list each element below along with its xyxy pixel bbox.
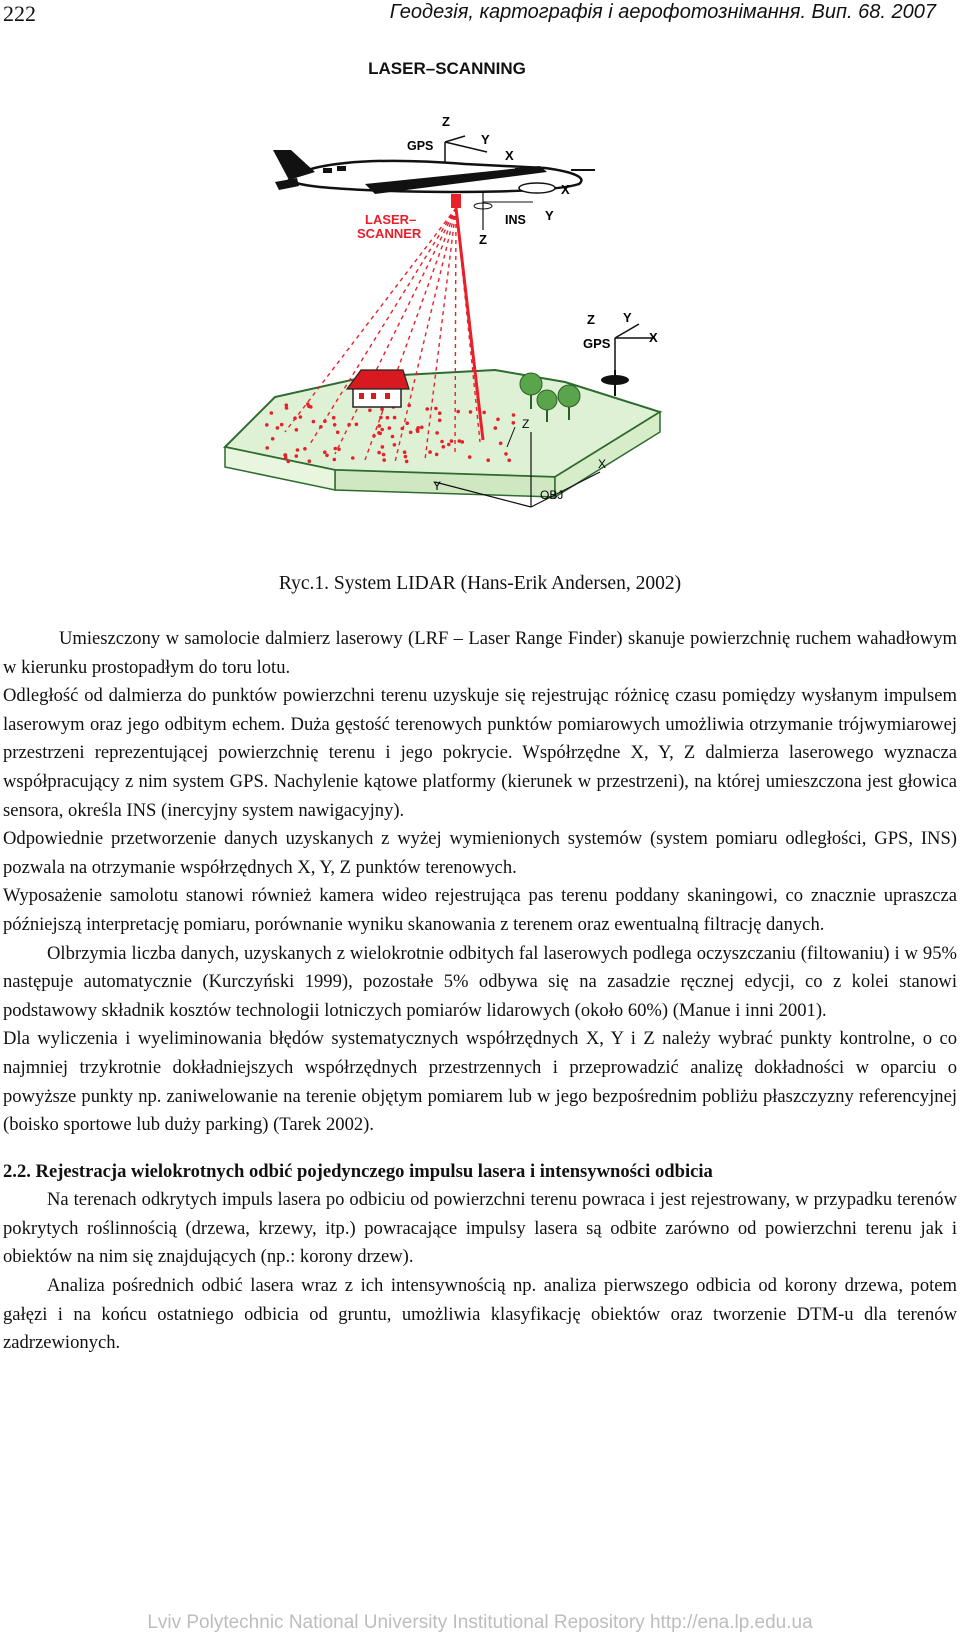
laser-footprint [382, 453, 386, 457]
laser-footprint [404, 455, 408, 459]
paragraph: Odpowiednie przetworzenie danych uzyskanych z wyżej wymienionych systemów (system pomiaru odległości, GPS, INS) pozwala na otrzymanie współrzędnych X, Y, Z punktów terenowych. [3, 828, 957, 878]
laser-footprint [438, 419, 442, 423]
laser-footprint [434, 407, 438, 411]
laser-footprint [323, 419, 327, 423]
object-label: OBJ [540, 488, 564, 502]
laser-footprint [295, 428, 299, 432]
laser-footprint [368, 409, 372, 413]
laser-footprint [333, 423, 337, 427]
laser-footprint [276, 426, 280, 430]
laser-footprint [486, 458, 490, 462]
laser-footprint [381, 445, 385, 449]
laser-footprint [280, 423, 284, 427]
laser-footprint [428, 450, 432, 454]
laser-footprint [507, 459, 511, 463]
plane-gps-label: GPS [407, 139, 434, 153]
ground-z-label: Z [587, 312, 595, 327]
laser-footprint [456, 410, 460, 414]
page-number: 222 [3, 1, 36, 26]
laser-footprint [319, 425, 323, 429]
laser-footprint [388, 426, 392, 430]
laser-footprint [405, 421, 409, 425]
laser-footprint [499, 442, 503, 446]
laser-footprint [380, 428, 384, 432]
laser-footprint [440, 440, 444, 444]
laser-footprint [306, 402, 310, 406]
ground-y-label: Y [623, 310, 632, 325]
laser-footprint [458, 439, 462, 443]
laser-label-line2: SCANNER [357, 226, 422, 241]
laser-footprint [265, 446, 269, 450]
laser-footprint [382, 458, 386, 462]
laser-footprint [372, 434, 376, 438]
lidar-illustration [215, 52, 675, 522]
laser-footprint [347, 423, 351, 427]
ins-z-label: Z [479, 232, 487, 247]
laser-footprint [333, 458, 337, 462]
laser-footprint [401, 427, 405, 431]
paragraph: Na terenach odkrytych impuls lasera po odbiciu od powierzchni terenu powraca i jest rejestrowany, w przypadku terenów pokrytych roślinnością (drzewa, krzewy, itp.) powracające impulsy lasera są odbite zarówno od powierzchni terenu jak i obiektów na nim się znajdujących (np.: korony drzew). [3, 1189, 957, 1268]
laser-footprint [482, 411, 486, 415]
laser-footprint [469, 410, 473, 414]
laser-footprint [296, 448, 300, 452]
laser-footprint [265, 423, 269, 427]
laser-footprint [393, 443, 397, 447]
journal-title: Геодезія, картографія і аерофотознімання. Вип. 68. 2007 [389, 1, 936, 23]
laser-footprint [438, 411, 442, 415]
laser-footprint [512, 413, 516, 417]
ins-y-label: Y [545, 208, 554, 223]
laser-footprint [351, 456, 355, 460]
paragraph: Umieszczony w samolocie dalmierz laserowy (LRF – Laser Range Finder) skanuje powierzchnię ruchem wahadłowym w kierunku prostopadłym do toru lotu. [3, 628, 957, 678]
laser-footprint [435, 431, 439, 435]
laser-footprint [393, 416, 397, 420]
plane-z-label: Z [442, 114, 450, 129]
laser-footprint [442, 445, 446, 449]
plane-y-label: Y [481, 132, 490, 147]
page-header [0, 0, 960, 30]
ins-label: INS [505, 213, 526, 227]
laser-footprint [409, 431, 413, 435]
laser-footprint [407, 404, 411, 408]
laser-footprint [450, 439, 454, 443]
ground-x-label: X [649, 330, 658, 345]
section-heading: 2.2. Rejestracja wielokrotnych odbić pojedynczego impulsu lasera i intensywności odbicia [3, 1160, 713, 1182]
paragraph: Wyposażenie samolotu stanowi również kamera wideo rejestrująca pas terenu poddany skaningowi, co znacznie upraszcza późniejszą interpretację pomiaru, porównanie wyniku skanowania z terenem oraz ewentualną filtrację danych. [3, 885, 957, 935]
object-x-label: X [598, 457, 607, 471]
body-text [3, 625, 957, 1358]
plane-x-label: X [505, 148, 514, 163]
repository-footer: Lviv Polytechnic National University Institutional Repository http://ena.lp.edu.ua [147, 1612, 813, 1633]
laser-footprint [512, 421, 516, 425]
laser-footprint [447, 443, 451, 447]
laser-footprint [325, 454, 329, 458]
laser-footprint [293, 416, 297, 420]
object-z-label: Z [522, 417, 530, 431]
laser-footprint [496, 418, 500, 422]
laser-footprint [494, 426, 498, 430]
laser-footprint [379, 416, 383, 420]
laser-footprint [380, 407, 384, 411]
laser-footprint [435, 453, 439, 457]
laser-footprint [283, 453, 287, 457]
laser-footprint [355, 423, 359, 427]
laser-footprint [336, 431, 340, 435]
lidar-figure [215, 52, 675, 522]
house-icon [347, 370, 409, 407]
paragraph: Dla wyliczenia i wyeliminowania błędów systematycznych współrzędnych X, Y i Z należy wybrać punkty kontrolne, o co najmniej trzykrotnie dokładniejszych współrzędnych przestrzennych i przeprowadzić analizę dokładności w oparciu o powyższe punkty np. zaniwelowanie na terenie objętym pomiarem lub w jego bezpośrednim pobliżu płaszczyzny referencyjnej (boisko sportowe lub duży parking) (Tarek 2002). [3, 1028, 957, 1136]
object-y-label: Y [433, 479, 442, 493]
laser-footprint [285, 406, 289, 410]
laser-footprint [378, 424, 382, 428]
ground-gps-label: GPS [583, 336, 611, 351]
figure-title: LASER–SCANNING [368, 59, 526, 78]
laser-footprint [504, 452, 508, 456]
laser-footprint [323, 450, 327, 454]
laser-footprint [425, 407, 429, 411]
laser-label-line1: LASER– [365, 212, 417, 227]
laser-beam [455, 208, 456, 454]
laser-footprint [391, 435, 395, 439]
plane-x2-label: X [561, 182, 570, 197]
laser-footprint [271, 437, 275, 441]
figure-caption: Ryc.1. System LIDAR (Hans-Erik Andersen, 2002) [278, 573, 682, 594]
laser-footprint [377, 431, 381, 435]
laser-footprint [337, 448, 341, 452]
laser-footprint [332, 416, 336, 420]
laser-footprint [308, 459, 312, 463]
laser-footprint [303, 447, 307, 451]
laser-footprint [287, 460, 291, 464]
laser-footprint [420, 426, 424, 430]
laser-footprint [403, 450, 407, 454]
laser-footprint [468, 455, 472, 459]
laser-footprint [334, 447, 338, 451]
paragraph: Olbrzymia liczba danych, uzyskanych z wielokrotnie odbitych fal laserowych podlega oczyszczaniu (filtowaniu) i w 95% następuje automatycznie (Kurczyński 1999), pozostałe 5% odbywa się na zasadzie ręcznej edycji, co z kolei stanowi podstawowy składnik kosztów technologii lotniczych pomiarów lidarowych (około 60%) (Manue i inni 2001). [3, 942, 957, 1021]
paragraph: Analiza pośrednich odbić lasera wraz z ich intensywnością np. analiza pierwszego odbicia od korony drzewa, potem gałęzi i na końcu ostatniego odbicia od gruntu, umożliwia klasyfikację obiektów oraz tworzenie DTM-u dla terenów zadrzewionych. [3, 1275, 957, 1354]
laser-footprint [377, 451, 381, 455]
laser-footprint [312, 420, 316, 424]
ground-gps-antenna-icon [601, 324, 655, 396]
laser-footprint [295, 454, 299, 458]
laser-footprint [405, 460, 409, 464]
paragraph: Odległość od dalmierza do punktów powierzchni terenu uzyskuje się rejestrując różnicę czasu pomiędzy wysłanym impulsem laserowym oraz jego odbitym echem. Duża gęstość terenowych punktów pomiarowych umożliwia otrzymanie trójwymiarowej przestrzeni reprezentującej powierzchnię terenu i jego pokrycie. Współrzędne X, Y, Z dalmierza laserowego wyznacza współpracujący z nim system GPS. Nachylenie kątowe platformy (kierunek w przestrzeni), na której umieszczona jest głowica sensora, określa INS (inercyjny system nawigacyjny). [3, 685, 957, 821]
laser-footprint [386, 416, 390, 420]
laser-footprint [270, 411, 274, 415]
laser-footprint [416, 429, 420, 433]
laser-footprint [299, 415, 303, 419]
